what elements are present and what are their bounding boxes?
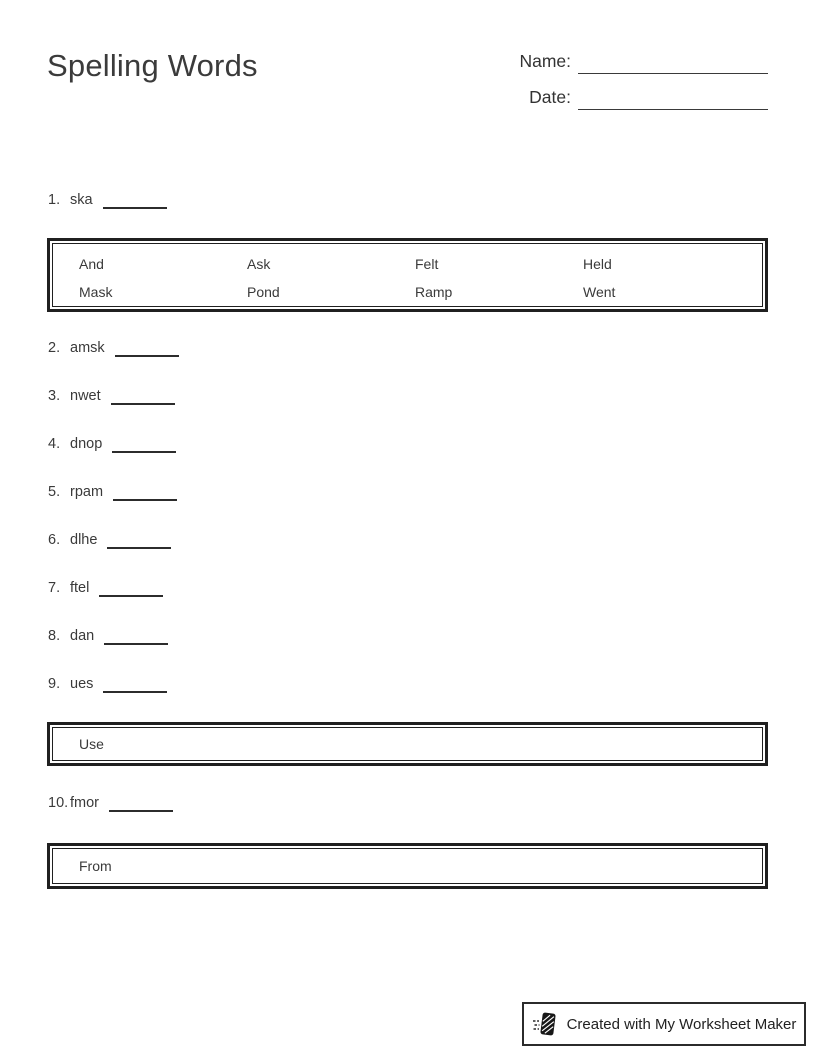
- word-bank-word: Pond: [247, 284, 280, 300]
- word-bank-use-words: [52, 727, 763, 761]
- item-number: 9.: [48, 676, 61, 692]
- word-bank-word: Felt: [415, 256, 439, 272]
- worksheet-maker-logo-icon: [532, 1010, 558, 1038]
- answer-blank: [112, 451, 176, 453]
- created-with-badge[interactable]: [522, 1002, 806, 1046]
- name-field-row: [519, 50, 768, 74]
- item-number: 2.: [48, 340, 61, 356]
- scrambled-word: rpam: [70, 484, 104, 500]
- spelling-item-5: [48, 483, 177, 501]
- word-bank-word: Mask: [79, 284, 113, 300]
- spelling-item-10: [48, 794, 173, 812]
- spelling-item-1: [48, 191, 167, 209]
- item-number: 8.: [48, 628, 61, 644]
- spelling-item-6: [48, 531, 171, 549]
- item-number: 7.: [48, 580, 61, 596]
- word-bank-word: And: [79, 256, 104, 272]
- name-blank-line: [578, 50, 768, 74]
- word-bank-word: From: [79, 858, 112, 874]
- date-label: Date:: [529, 87, 571, 107]
- scrambled-word: dan: [70, 628, 95, 644]
- word-bank-main-words: [52, 243, 763, 307]
- scrambled-word: nwet: [70, 388, 101, 404]
- scrambled-word: ues: [70, 676, 94, 692]
- answer-blank: [103, 207, 167, 209]
- word-bank-word: Went: [583, 284, 616, 300]
- answer-blank: [107, 547, 171, 549]
- word-bank-word: Ask: [247, 256, 271, 272]
- spelling-item-4: [48, 435, 176, 453]
- scrambled-word: dlhe: [70, 532, 98, 548]
- word-bank-from: [47, 843, 768, 889]
- scrambled-word: ska: [70, 192, 93, 208]
- item-number: 10.: [48, 795, 69, 811]
- answer-blank: [115, 355, 179, 357]
- spelling-item-7: [48, 579, 163, 597]
- scrambled-word: fmor: [70, 795, 99, 811]
- name-label: Name:: [519, 51, 571, 71]
- item-number: 5.: [48, 484, 61, 500]
- answer-blank: [103, 691, 167, 693]
- answer-blank: [99, 595, 163, 597]
- scrambled-word: dnop: [70, 436, 103, 452]
- word-bank-word: Held: [583, 256, 612, 272]
- scrambled-word: ftel: [70, 580, 90, 596]
- item-number: 3.: [48, 388, 61, 404]
- answer-blank: [111, 403, 175, 405]
- page-title: Spelling Words: [47, 48, 258, 83]
- spelling-item-3: [48, 387, 175, 405]
- word-bank-word: Use: [79, 736, 104, 752]
- word-bank-main: [47, 238, 768, 312]
- spelling-item-8: [48, 627, 168, 645]
- item-number: 6.: [48, 532, 61, 548]
- scrambled-word: amsk: [70, 340, 105, 356]
- spelling-item-2: [48, 339, 179, 357]
- spelling-item-9: [48, 675, 167, 693]
- created-with-badge-label: Created with My Worksheet Maker: [566, 1015, 797, 1033]
- word-bank-use: [47, 722, 768, 766]
- answer-blank: [109, 810, 173, 812]
- answer-blank: [104, 643, 168, 645]
- item-number: 4.: [48, 436, 61, 452]
- answer-blank: [113, 499, 177, 501]
- date-blank-line: [578, 86, 768, 110]
- header-fields: [519, 50, 768, 122]
- word-bank-word: Ramp: [415, 284, 453, 300]
- date-field-row: [529, 86, 768, 110]
- word-bank-from-words: [52, 848, 763, 884]
- item-number: 1.: [48, 192, 61, 208]
